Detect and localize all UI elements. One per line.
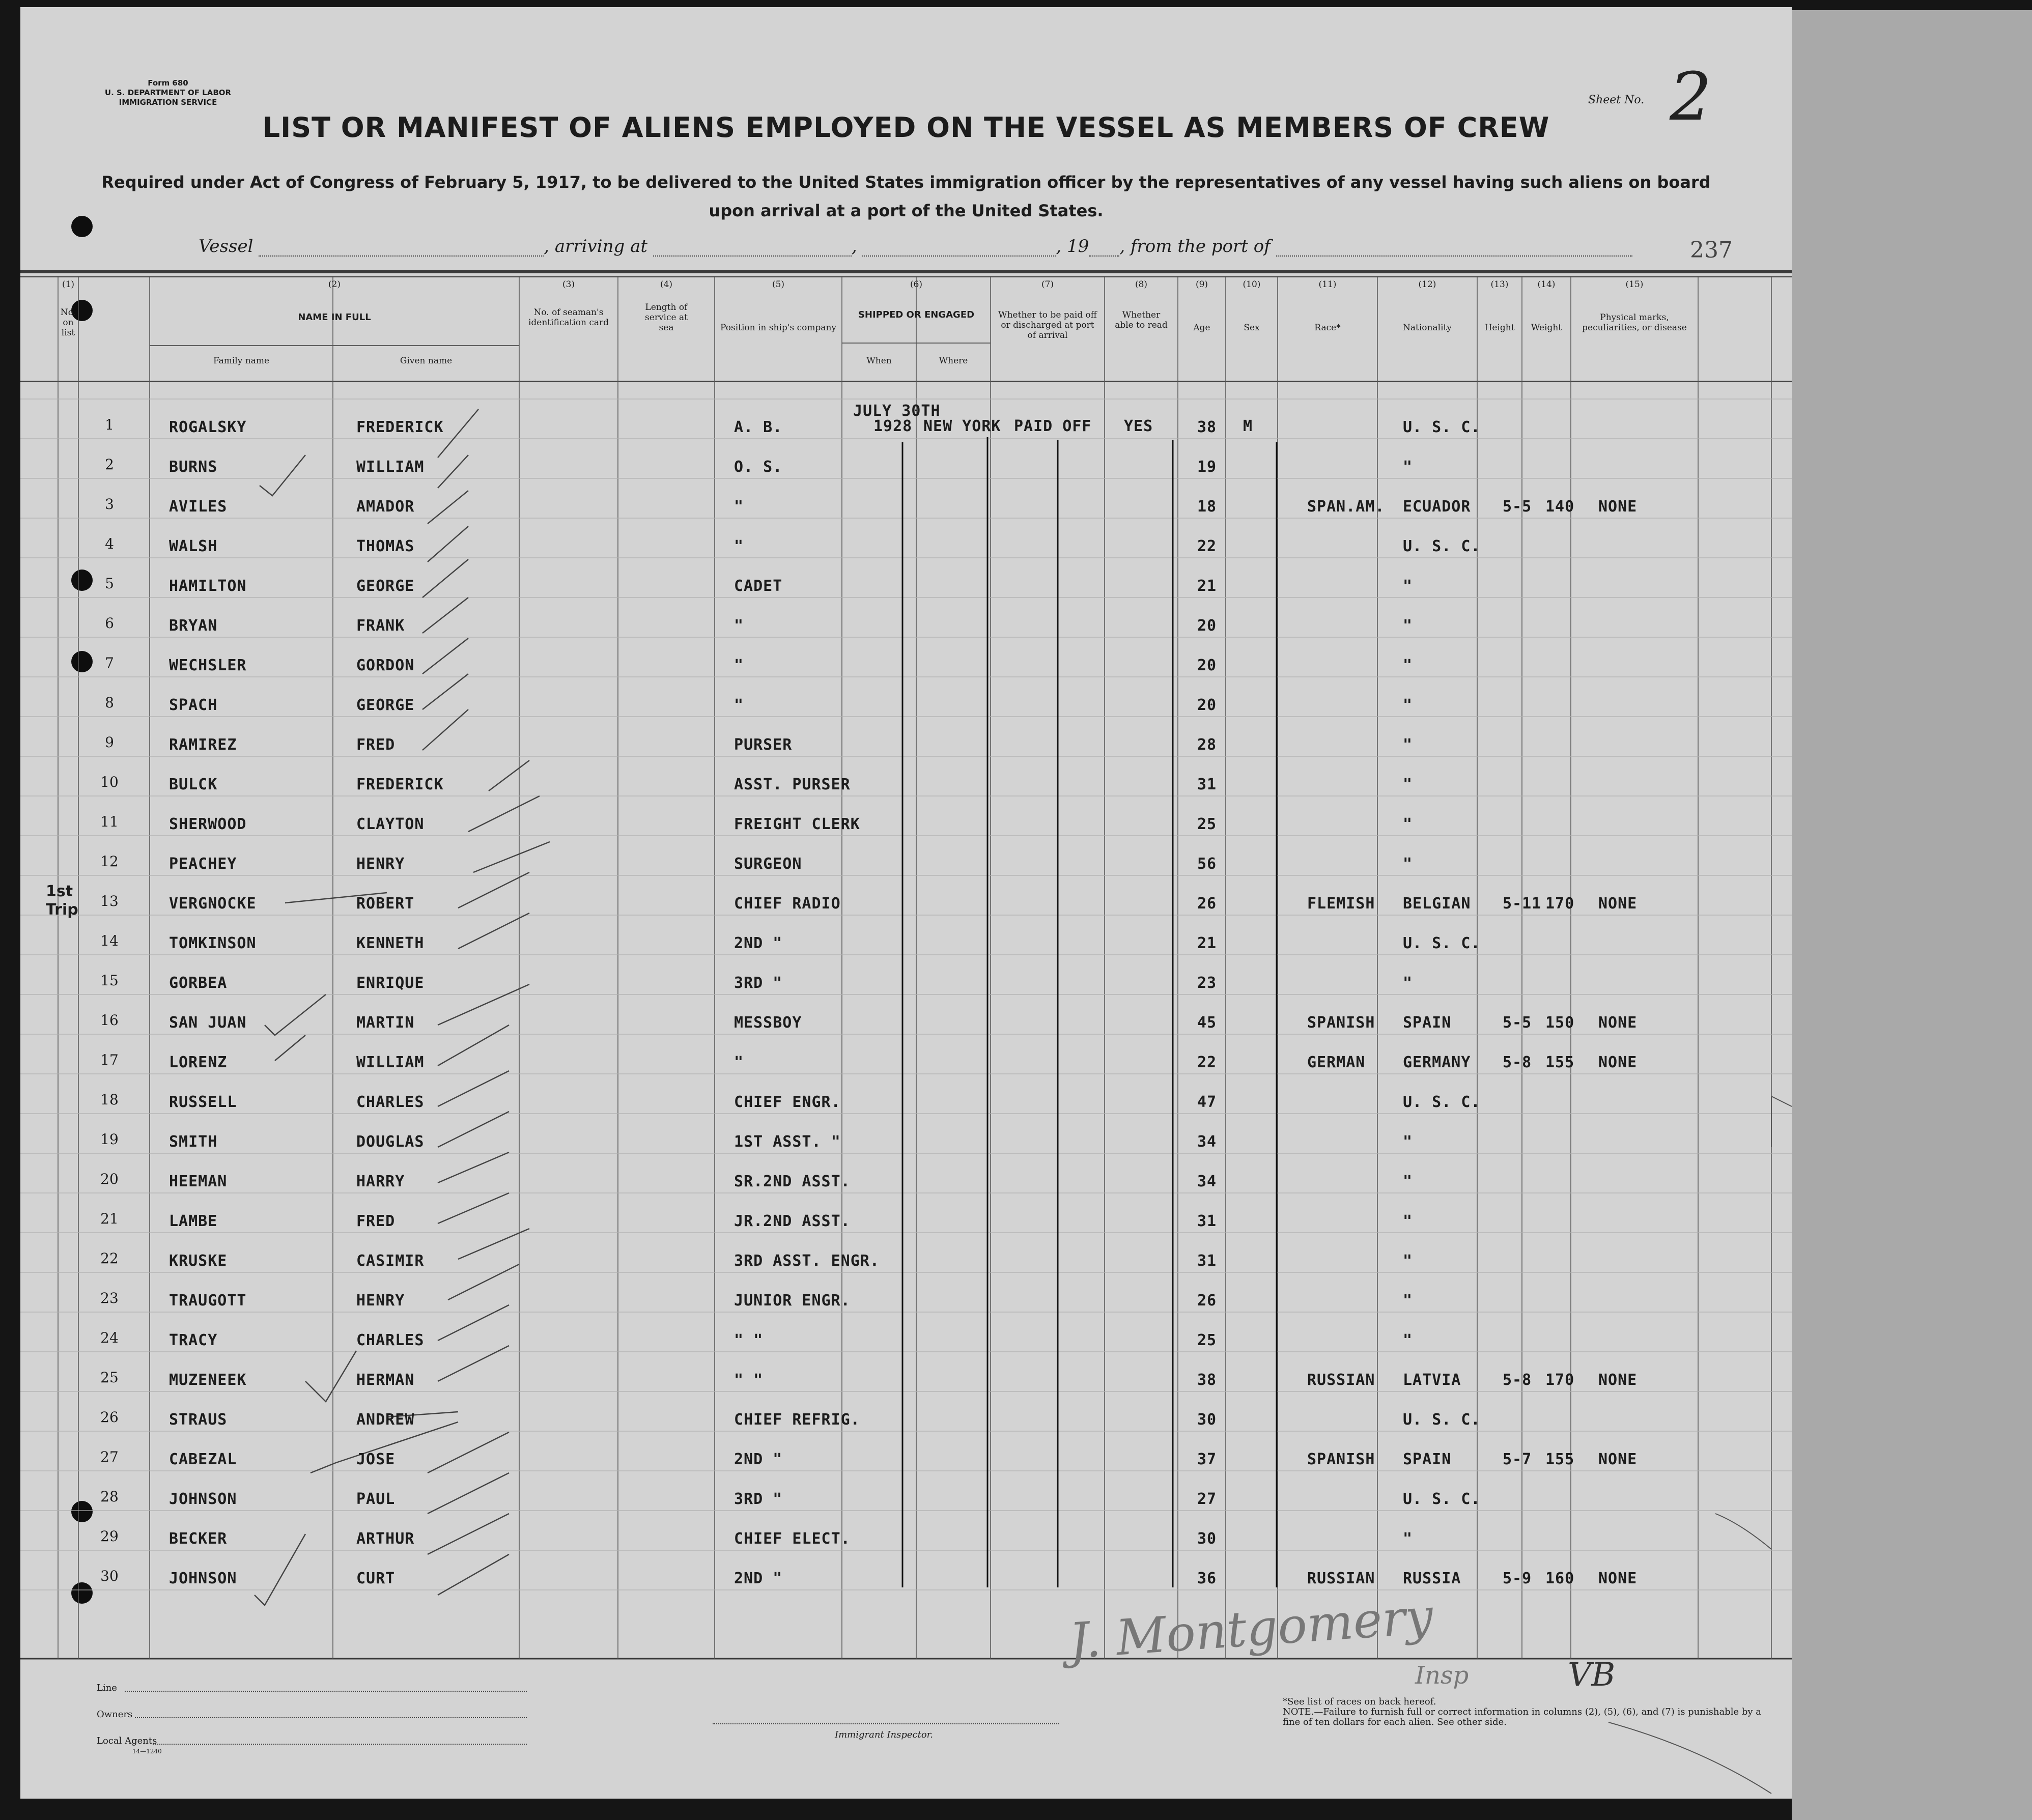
page-title: LIST OR MANIFEST OF ALIENS EMPLOYED ON THE VESSEL AS MEMBERS OF CREW [262,111,1550,144]
footer-note [1283,1697,1761,1727]
col-9-number: (9) [1195,279,1208,290]
vessel-line: Vessel , arriving at , , 19 , from the port of [199,236,1726,257]
row-number: 7 [105,655,114,671]
age-cell: 26 [1197,895,1217,913]
nationality-cell: SPAIN [1403,1014,1452,1032]
age-cell: 22 [1197,1054,1217,1071]
position-cell: " [734,1054,744,1071]
age-cell: 31 [1197,1212,1217,1230]
arriving-label: , arriving at [544,236,648,257]
nationality-cell: RUSSIA [1403,1570,1461,1587]
line-label: Line [97,1683,117,1693]
nationality-cell: BELGIAN [1403,895,1471,913]
age-cell: 22 [1197,537,1217,555]
age-cell: 34 [1197,1173,1217,1190]
family-name-cell: BRYAN [169,617,218,635]
row-number: 11 [100,813,119,830]
age-cell: 20 [1197,657,1217,674]
marks-cell: NONE [1598,895,1638,913]
nationality-cell: " [1403,1292,1413,1310]
nationality-cell: SPAIN [1403,1451,1452,1468]
position-cell: " [734,696,744,714]
height-cell: 5-8 [1503,1054,1532,1071]
row-number: 5 [105,575,114,592]
row-number: 13 [100,893,119,909]
marks-cell: NONE [1598,1570,1638,1587]
family-name-cell: SAN JUAN [169,1014,247,1032]
position-cell: A. B. [734,418,783,436]
col-14-number: (14) [1537,279,1556,290]
vessel-label: Vessel [199,236,253,257]
trip-note-line: Trip [46,901,78,919]
row-number: 25 [100,1369,119,1386]
given-name-cell: HENRY [356,855,405,873]
given-name-cell: GORDON [356,657,415,674]
age-cell: 23 [1197,974,1217,992]
line-field [125,1690,527,1692]
weight-cell: 140 [1545,498,1575,516]
col-13-number: (13) [1490,279,1509,290]
sex-value: M [1243,417,1253,435]
col-6-number: (6) [910,279,923,290]
position-cell: 2ND " [734,934,783,952]
given-name-cell: FRANK [356,617,405,635]
position-cell: CADET [734,577,783,595]
age-cell: 38 [1197,1371,1217,1389]
given-name-cell: GEORGE [356,696,415,714]
signature-suffix: Insp [1415,1661,1469,1690]
age-cell: 38 [1197,418,1217,436]
given-name-cell: FREDERICK [356,418,444,436]
given-name-cell: THOMAS [356,537,415,555]
given-name-cell: GEORGE [356,577,415,595]
stamp-number: 237 [1690,237,1733,263]
nationality-cell: " [1403,617,1413,635]
row-number: 10 [100,774,119,790]
col-15-header: Physical marks, peculiarities, or disease [1582,312,1687,333]
age-cell: 26 [1197,1292,1217,1310]
shipped-when-month: JULY 30TH [853,402,941,420]
height-cell: 5-5 [1503,498,1532,516]
family-name-cell: TRAUGOTT [169,1292,247,1310]
position-cell: 2ND " [734,1451,783,1468]
position-cell: 1ST ASST. " [734,1133,841,1151]
height-cell: 5-7 [1503,1451,1532,1468]
given-name-cell: WILLIAM [356,458,425,476]
position-cell: 3RD " [734,974,783,992]
family-name-cell: WECHSLER [169,657,247,674]
row-number: 17 [100,1051,119,1068]
family-name-cell: RAMIREZ [169,736,237,754]
race-cell: SPAN.AM. [1307,498,1385,516]
port-label: , from the port of [1119,236,1271,257]
trip-note-line: 1st [46,883,73,900]
position-cell: ASST. PURSER [734,776,851,793]
col-6-where: Where [939,356,968,366]
age-cell: 31 [1197,776,1217,793]
position-cell: O. S. [734,458,783,476]
position-cell: " [734,657,744,674]
age-cell: 47 [1197,1093,1217,1111]
col-3-number: (3) [562,279,575,290]
nationality-cell: " [1403,458,1413,476]
weight-cell: 150 [1545,1014,1575,1032]
row-number: 26 [100,1409,119,1426]
row-number: 1 [105,416,114,433]
given-name-cell: HERMAN [356,1371,415,1389]
row-number: 23 [100,1290,119,1306]
col-9-header: Age [1193,323,1210,333]
col-2-family: Family name [213,356,270,366]
penalty-note: NOTE.—Failure to furnish full or correct information in columns (2), (5), (6), and (7) is punishable by a fine of ten dollars for each alien. See other side. [1283,1707,1761,1727]
family-name-cell: HEEMAN [169,1173,228,1190]
family-name-cell: SMITH [169,1133,218,1151]
row-number: 21 [100,1210,119,1227]
age-cell: 56 [1197,855,1217,873]
given-name-cell: CASIMIR [356,1252,425,1270]
given-name-cell: DOUGLAS [356,1133,425,1151]
position-cell: " " [734,1331,764,1349]
position-cell: " " [734,1371,764,1389]
given-name-cell: HARRY [356,1173,405,1190]
nationality-cell: GERMANY [1403,1054,1471,1071]
family-name-cell: LAMBE [169,1212,218,1230]
footer-code: 14—1240 [132,1748,162,1755]
race-cell: SPANISH [1307,1014,1375,1032]
family-name-cell: LORENZ [169,1054,228,1071]
age-cell: 25 [1197,1331,1217,1349]
family-name-cell: TOMKINSON [169,934,257,952]
row-number: 14 [100,932,119,949]
nationality-cell: U. S. C. [1403,537,1481,555]
col-2-given: Given name [400,356,453,366]
position-cell: FREIGHT CLERK [734,815,860,833]
col-7-header: Whether to be paid off or discharged at port of arrival [998,310,1097,340]
position-cell: SURGEON [734,855,802,873]
col-8-number: (8) [1135,279,1148,290]
year-label: , 19 [1056,236,1089,257]
family-name-cell: BECKER [169,1530,228,1548]
age-cell: 20 [1197,617,1217,635]
col-15-number: (15) [1625,279,1644,290]
marks-cell: NONE [1598,498,1638,516]
family-name-cell: STRAUS [169,1411,228,1429]
row-number: 8 [105,694,114,711]
position-cell: CHIEF RADIO [734,895,841,913]
col-7-number: (7) [1041,279,1054,290]
given-name-cell: FREDERICK [356,776,444,793]
nationality-cell: U. S. C. [1403,934,1481,952]
given-name-cell: CURT [356,1570,396,1587]
nationality-cell: " [1403,736,1413,754]
row-number: 4 [105,535,114,552]
row-number: 12 [100,853,119,870]
row-number: 22 [100,1250,119,1267]
family-name-cell: VERGNOCKE [169,895,257,913]
nationality-cell: " [1403,657,1413,674]
marks-cell: NONE [1598,1371,1638,1389]
given-name-cell: ARTHUR [356,1530,415,1548]
row-number: 24 [100,1329,119,1346]
weight-cell: 155 [1545,1451,1575,1468]
given-name-cell: AMADOR [356,498,415,516]
weight-cell: 170 [1545,895,1575,913]
race-note: *See list of races on back hereof. [1283,1696,1436,1707]
initials: VB [1568,1656,1616,1694]
row-number: 20 [100,1171,119,1187]
family-name-cell: AVILES [169,498,228,516]
given-name-cell: CHARLES [356,1093,425,1111]
owners-field [135,1716,527,1718]
nationality-cell: " [1403,855,1413,873]
family-name-cell: JOHNSON [169,1490,237,1508]
nationality-cell: " [1403,1173,1413,1190]
inspector-signature-line [713,1722,1059,1724]
row-number: 28 [100,1488,119,1505]
given-name-cell: WILLIAM [356,1054,425,1071]
position-cell: PURSER [734,736,793,754]
nationality-cell: " [1403,1212,1413,1230]
marks-cell: NONE [1598,1054,1638,1071]
col-14-header: Weight [1531,323,1562,333]
agents-field [153,1743,527,1745]
nationality-cell: " [1403,815,1413,833]
form-number: Form 680 [148,78,188,88]
age-cell: 20 [1197,696,1217,714]
nationality-cell: " [1403,776,1413,793]
race-cell: RUSSIAN [1307,1570,1375,1587]
manifest-sheet [20,7,1792,1799]
family-name-cell: KRUSKE [169,1252,228,1270]
position-cell: JR.2ND ASST. [734,1212,851,1230]
family-name-cell: ROGALSKY [169,418,247,436]
age-cell: 25 [1197,815,1217,833]
family-name-cell: WALSH [169,537,218,555]
col-4-header: Length of service at sea [645,302,688,333]
nationality-cell: " [1403,1133,1413,1151]
row-number: 27 [100,1448,119,1465]
row-number: 6 [105,615,114,632]
position-cell: 3RD " [734,1490,783,1508]
marks-cell: NONE [1598,1451,1638,1468]
col-2-header: NAME IN FULL [298,312,371,323]
row-number: 9 [105,734,114,751]
age-cell: 21 [1197,934,1217,952]
weight-cell: 155 [1545,1054,1575,1071]
continuation-lines [902,437,1277,1587]
marks-cell: NONE [1598,1014,1638,1032]
weight-cell: 170 [1545,1371,1575,1389]
family-name-cell: PEACHEY [169,855,237,873]
given-name-cell: HENRY [356,1292,405,1310]
nationality-cell: " [1403,1252,1413,1270]
nationality-cell: " [1403,696,1413,714]
inspector-label: Immigrant Inspector. [835,1729,934,1740]
service-name: IMMIGRATION SERVICE [119,98,217,107]
able-to-read: YES [1124,417,1153,435]
nationality-cell: U. S. C. [1403,1093,1481,1111]
position-cell: SR.2ND ASST. [734,1173,851,1190]
inspector-signature: J. Montgomery [1067,1587,1435,1670]
position-cell: " [734,537,744,555]
row-number: 16 [100,1012,119,1029]
height-cell: 5-8 [1503,1371,1532,1389]
family-name-cell: CABEZAL [169,1451,237,1468]
family-name-cell: SPACH [169,696,218,714]
nationality-cell: " [1403,1530,1413,1548]
col-3-header: No. of seaman's identification card [528,307,609,328]
given-name-cell: KENNETH [356,934,425,952]
position-cell: 3RD ASST. ENGR. [734,1252,880,1270]
col-10-header: Sex [1244,323,1260,333]
row-number: 2 [105,456,114,473]
col-10-number: (10) [1243,279,1261,290]
col-8-header: Whether able to read [1115,310,1168,330]
pencil-marks [1608,1096,1792,1794]
col-1-header: No. on list [60,307,76,338]
family-name-cell: MUZENEEK [169,1371,247,1389]
family-name-cell: JOHNSON [169,1570,237,1587]
age-cell: 21 [1197,577,1217,595]
page-edge [1792,10,2032,1820]
col-12-header: Nationality [1403,323,1452,333]
row-number: 15 [100,972,119,989]
shipped-where: NEW YORK [923,417,1001,435]
race-cell: SPANISH [1307,1451,1375,1468]
race-cell: RUSSIAN [1307,1371,1375,1389]
row-number: 18 [100,1091,119,1108]
position-cell: CHIEF ELECT. [734,1530,851,1548]
row-number: 19 [100,1131,119,1148]
age-cell: 31 [1197,1252,1217,1270]
col-4-number: (4) [660,279,673,290]
col-6-when: When [866,356,892,366]
row-number: 30 [100,1568,119,1584]
nationality-cell: " [1403,577,1413,595]
given-name-cell: FRED [356,736,396,754]
nationality-cell: ECUADOR [1403,498,1471,516]
col-11-number: (11) [1318,279,1337,290]
family-name-cell: HAMILTON [169,577,247,595]
trip-note [46,883,78,919]
col-12-number: (12) [1418,279,1436,290]
shipped-when-year: 1928 [873,417,913,435]
height-cell: 5-5 [1503,1014,1532,1032]
nationality-cell: U. S. C. [1403,1411,1481,1429]
agents-label: Local Agents [97,1736,157,1746]
nationality-cell: LATVIA [1403,1371,1461,1389]
given-name-cell: CLAYTON [356,815,425,833]
given-name-cell: PAUL [356,1490,396,1508]
race-cell: FLEMISH [1307,895,1375,913]
page-subtitle: Required under Act of Congress of February 5, 1917, to be delivered to the United States immigration officer by the representatives of any vessel having such aliens on board upon arrival at a port of the United States. [101,173,1711,220]
age-cell: 18 [1197,498,1217,516]
age-cell: 28 [1197,736,1217,754]
family-name-cell: TRACY [169,1331,218,1349]
age-cell: 30 [1197,1530,1217,1548]
col-6-header: SHIPPED OR ENGAGED [858,309,975,320]
family-name-cell: BURNS [169,458,218,476]
nationality-cell: U. S. C. [1403,418,1481,436]
given-name-cell: CHARLES [356,1331,425,1349]
position-cell: " [734,498,744,516]
position-cell: " [734,617,744,635]
given-name-cell: JOSE [356,1451,396,1468]
col-5-number: (5) [772,279,785,290]
row-number: 3 [105,496,114,513]
nationality-cell: " [1403,974,1413,992]
weight-cell: 160 [1545,1570,1575,1587]
given-name-cell: ANDREW [356,1411,415,1429]
col-13-header: Height [1484,323,1515,333]
nationality-cell: U. S. C. [1403,1490,1481,1508]
height-cell: 5-9 [1503,1570,1532,1587]
given-name-cell: ENRIQUE [356,974,425,992]
position-cell: CHIEF REFRIG. [734,1411,860,1429]
age-cell: 37 [1197,1451,1217,1468]
race-cell: GERMAN [1307,1054,1366,1071]
col-1-number: (1) [62,279,75,290]
row-number: 29 [100,1528,119,1545]
position-cell: MESSBOY [734,1014,802,1032]
age-cell: 45 [1197,1014,1217,1032]
sheet-label: Sheet No. [1588,94,1645,106]
age-cell: 27 [1197,1490,1217,1508]
col-2-number: (2) [328,279,341,290]
given-name-cell: MARTIN [356,1014,415,1032]
given-name-cell: ROBERT [356,895,415,913]
col-5-header: Position in ship's company [720,323,837,333]
height-cell: 5-11 [1503,895,1542,913]
nationality-cell: " [1403,1331,1413,1349]
family-name-cell: GORBEA [169,974,228,992]
age-cell: 34 [1197,1133,1217,1151]
department-name: U. S. DEPARTMENT OF LABOR [104,88,232,97]
position-cell: CHIEF ENGR. [734,1093,841,1111]
family-name-cell: SHERWOOD [169,815,247,833]
age-cell: 36 [1197,1570,1217,1587]
sheet-number: 2 [1670,58,1712,135]
position-cell: 2ND " [734,1570,783,1587]
paid-off: PAID OFF [1014,417,1092,435]
family-name-cell: RUSSELL [169,1093,237,1111]
position-cell: JUNIOR ENGR. [734,1292,851,1310]
age-cell: 19 [1197,458,1217,476]
owners-label: Owners [97,1709,133,1720]
col-11-header: Race* [1314,323,1341,333]
given-name-cell: FRED [356,1212,396,1230]
family-name-cell: BULCK [169,776,218,793]
age-cell: 30 [1197,1411,1217,1429]
